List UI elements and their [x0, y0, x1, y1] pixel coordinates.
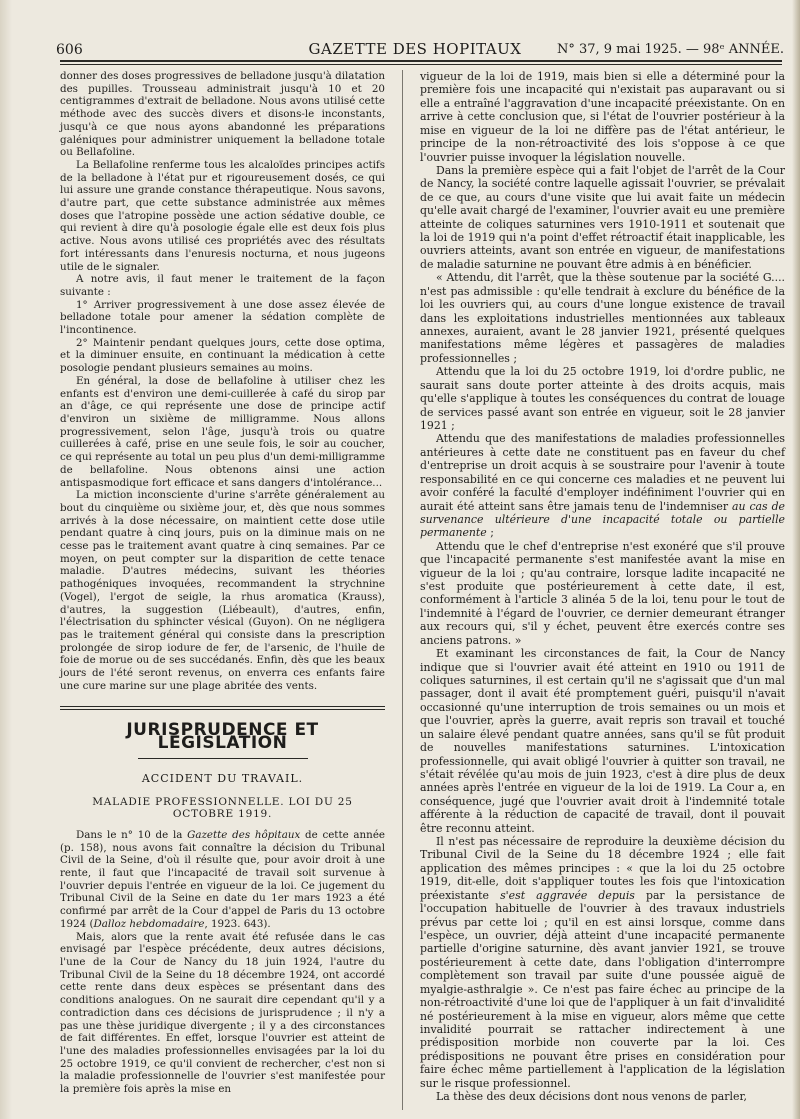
paragraph: Attendu que la loi du 25 octobre 1919, loi d'ordre public, ne saurait sans doute porter atteinte à des droits acquis, mais qu'elle s'applique à toutes les conséquences du contrat de louage de services passé avant son entrée en vigueur, soit le 28 janvier 1921 ;	[420, 365, 785, 432]
article-heading: ACCIDENT DU TRAVAIL.	[141, 771, 304, 785]
paragraph: vigueur de la loi de 1919, mais bien si elle a déterminé pour la première fois une incapacité qui n'existait pas auparavant ou si elle a entraîné l'aggravation d'une incapacité préexistante. On en arrive à cette conclusion que, si l'état de l'ouvrier postérieur à la mise en vigueur de la loi ne diffère pas de l'état antérieur, le principe de la non-rétroactivité des lois s'oppose à ce que l'ouvrier puisse invoquer la législation nouvelle.	[420, 70, 785, 164]
paragraph: A notre avis, il faut mener le traitement de la façon suivante :	[60, 273, 385, 298]
page-number: 606	[56, 42, 83, 58]
right-column	[420, 70, 785, 1103]
paragraph: Dans la première espèce qui a fait l'objet de l'arrêt de la Cour de Nancy, la société contre laquelle agissait l'ouvrier, se prévalait de ce que, au cours d'une visite que lui avait faite un médecin qu'elle avait chargé de l'examiner, l'ouvrier avait eu une première atteinte de coliques saturnines vers 1910-1911 et soutenait que la loi de 1919 qui n'a point d'effet rétroactif était inapplicable, les ouvriers atteints, avant son entrée en vigueur, de manifestations de maladie saturnine ne pouvant être admis à en bénéficier.	[420, 163, 785, 271]
paragraph: Attendu que des manifestations de maladies professionnelles antérieures à cette date ne constituent pas en faveur du chef d'entreprise un droit acquis à se soustraire pour l'avenir à toute responsabilité en ce qui concerne ces maladies et ne peuvent lui avoir conféré la faculté d'employer indéfiniment l'ouvrier qui en aurait été atteint sans être jamais tenu de l'indemniser au cas de survenance ultérieure d'une incapacité totale ou partielle permanente ;	[420, 432, 786, 540]
paragraph: Attendu que le chef d'entreprise n'est exonéré que s'il prouve que l'incapacité permanente s'est manifestée avant la mise en vigueur de la loi ; qu'au contraire, lorsque ladite incapacité ne s'est produite que postérieurement à cette date, il est, conformément à l'article 3 alinéa 5 de la loi, tenu pour le tout de l'indemnité à l'égard de l'ouvrier, ce dernier demeurant étranger aux recours qui, s'il y échet, peuvent être exercés contre ses anciens patrons. »	[420, 539, 785, 647]
section-title: JURISPRUDENCE ET LÉGISLATION	[126, 720, 319, 754]
page-edge-shadow-right	[792, 0, 800, 1119]
paragraph: Mais, alors que la rente avait été refusée dans le cas envisagé par l'espèce précédente, deux autres décisions, l'une de la Cour de Nancy du 18 juin 1924, l'autre du Tribunal Civil de la Seine du 18 décembre 1924, ont accordé cette rente dans deux espèces se présentant dans des conditions analogues. On ne saurait dire cependant qu'il y a contradiction dans ces décisions de jurisprudence ; il n'y a pas une thèse juridique divergente ; il y a des circonstances de fait différentes. En effet, lorsque l'ouvrier est atteint de l'une des maladies professionnelles envisagées par la loi du 25 octobre 1919, ce qu'il convient de rechercher, c'est non si la maladie professionnelle de l'ouvrier s'est manifestée pour la première fois après la mise en	[60, 930, 385, 1096]
issue-info: N° 37, 9 mai 1925. — 98ᵉ ANNÉE.	[556, 42, 784, 57]
paragraph: La Bellafoline renferme tous les alcaloïdes principes actifs de la belladone à l'état pur et rigoureusement dosés, ce qui lui assure une grande constance thérapeutique. Nous savons, d'autre part, que cette substance administrée aux mêmes doses que l'atropine possède une action sédative double, ce qui revient à dire qu'à posologie égale elle est deux fois plus active. Nous avons utilisé ces propriétés avec des résultats fort intéressants dans l'enuresis nocturna, et nous jugeons utile de le signaler.	[60, 158, 385, 273]
paragraph: 2° Maintenir pendant quelques jours, cette dose optima, et la diminuer ensuite, en continuant la médication à cette posologie pendant plusieurs semaines au moins.	[60, 336, 385, 375]
page-edge-shadow	[0, 0, 12, 1119]
paragraph: donner des doses progressives de belladone jusqu'à dilatation des pupilles. Trousseau administrait jusqu'à 10 et 20 centigrammes d'extrait de belladone. Nous avons utilisé cette méthode avec des succès divers et disons-le inconstants, jusqu'à ce que nous ayons abandonné les préparations galéniques pour administrer uniquement la belladone totale ou Bellafoline.	[60, 70, 385, 159]
section-underline	[138, 758, 308, 759]
section-rule	[60, 706, 385, 710]
paragraph: La thèse des deux décisions dont nous venons de parler,	[436, 1090, 747, 1104]
column-divider	[402, 70, 403, 1110]
page-header	[40, 30, 790, 58]
paragraph: Et examinant les circonstances de fait, la Cour de Nancy indique que si l'ouvrier avait été atteint en 1910 ou 1911 de coliques saturnines, il est certain qu'il ne s'agissait que d'un mal passager, dont il avait été promptement guéri, puisqu'il n'avait occasionné qu'une interruption de trois semaines ou un mois et que l'ouvrier, après la guerre, avait repris son travail et touché un salaire élevé pendant quatre années, sans qu'il se fût produit de nouvelles manifestations saturnines. L'intoxication professionnelle, qui avait obligé l'ouvrier à quitter son travail, ne s'était révélée qu'au mois de juin 1923, c'est à dire plus de deux années après l'entrée en vigueur de la loi de 1919. La Cour a, en conséquence, jugé que l'ouvrier avait droit à l'indemnité totale afférente à la réduction de capacité de travail, dont il pouvait être reconnu atteint.	[420, 647, 785, 835]
left-column	[60, 70, 385, 1096]
paragraph: La miction inconsciente d'urine s'arrête généralement au bout du cinquième ou sixième jour, et, dès que nous sommes arrivés à la dose nécessaire, on maintient cette dose utile pendant quatre à cinq jours, puis on la diminue mais on ne cesse pas le traitement avant quatre à cinq semaines. Par ce moyen, on peut compter sur la disparition de cette tenace maladie. D'autres médecins, suivant les théories pathogéniques invoquées, recommandent la strychnine (Vogel), l'ergot de seigle, la rhus aromatica (Krauss), d'autres, la suggestion (Liébeault), d'autres, enfin, l'électrisation du sphincter vésical (Guyon). On ne négligera pas le traitement général qui consiste dans la prescription prolongée de sirop iodure de fer, de l'arsenic, de l'huile de foie de morue ou de ses succédanés. Enfin, dès que les beaux jours de l'été seront revenus, on enverra ces enfants faire une cure marine sur une plage abritée des vents.	[60, 489, 385, 692]
paragraph: 1° Arriver progressivement à une dose assez élevée de belladone totale pour amener la sédation complète de l'incontinence.	[60, 298, 385, 337]
paragraph: « Attendu, dit l'arrêt, que la thèse soutenue par la société G.... n'est pas admissible : qu'elle tendrait à exclure du bénéfice de la loi les ouvriers qui, au cours d'une longue existence de travail dans les exploitations industrielles mentionnées aux tableaux annexes, auraient, avant le 28 janvier 1921, présenté quelques manifestations même légères et passagères de maladies professionnelles ;	[420, 271, 785, 365]
paragraph: Il n'est pas nécessaire de reproduire la deuxième décision du Tribunal Civil de la Seine du 18 décembre 1924 ; elle fait application des mêmes principes : « que la loi du 25 octobre 1919, dit-elle, doit s'appliquer toutes les fois que l'intoxication préexistante s'est aggravée depuis par la persistance de l'occupation habituelle de l'ouvrier à des travaux industriels prévus par cette loi ; qu'il en est ainsi lorsque, comme dans l'espèce, un ouvrier, déjà atteint d'une incapacité permanente partielle d'origine saturnine, dès avant janvier 1921, se trouve postérieurement à cette date, dans l'obligation d'interrompre complètement son travail par suite d'une poussée aiguë de myalgie-asthralgie ». Ce n'est pas faire échec au principe de la non-rétroactivité d'une loi que de l'appliquer à un fait d'invalidité né postérieurement à la mise en vigueur, alors même que cette invalidité pourrait se rattacher indirectement à une prédisposition morbide non couverte par la loi. Ces prédispositions ne pouvant être prises en considération pour faire échec même partiellement à l'application de la législation sur le risque professionnel.	[420, 835, 785, 1090]
journal-title: GAZETTE DES HOPITAUX	[308, 40, 522, 58]
article-subheading: MALADIE PROFESSIONNELLE. LOI DU 25 OCTOBRE 1919.	[92, 795, 353, 821]
header-rule	[60, 60, 782, 65]
paragraph: En général, la dose de bellafoline à utiliser chez les enfants est d'environ une demi-cuillerée à café du sirop par an d'âge, ce qui représente une dose de principe actif d'environ un sixième de milligramme. Nous allons progressivement, selon l'âge, jusqu'à trois ou quatre cuillerées à café, prise en une seule fois, le soir au coucher, ce qui représente au total un peu plus d'un demi-milligramme de bellafoline. Nous obtenons ainsi une action antispasmodique fort efficace et sans dangers d'intolérance...	[60, 374, 385, 489]
paragraph: Dans le n° 10 de la Gazette des hôpitaux de cette année (p. 158), nous avons fait connaître la décision du Tribunal Civil de la Seine, d'où il résulte que, pour avoir droit à une rente, il faut que l'incapacité de travail soit survenue à l'ouvrier depuis l'entrée en vigueur de la loi. Ce jugement du Tribunal Civil de la Seine en date du 1er mars 1923 a été confirmé par arrêt de la Cour d'appel de Paris du 13 octobre 1924 (Dalloz hebdomadaire, 1923. 643).	[60, 828, 386, 930]
